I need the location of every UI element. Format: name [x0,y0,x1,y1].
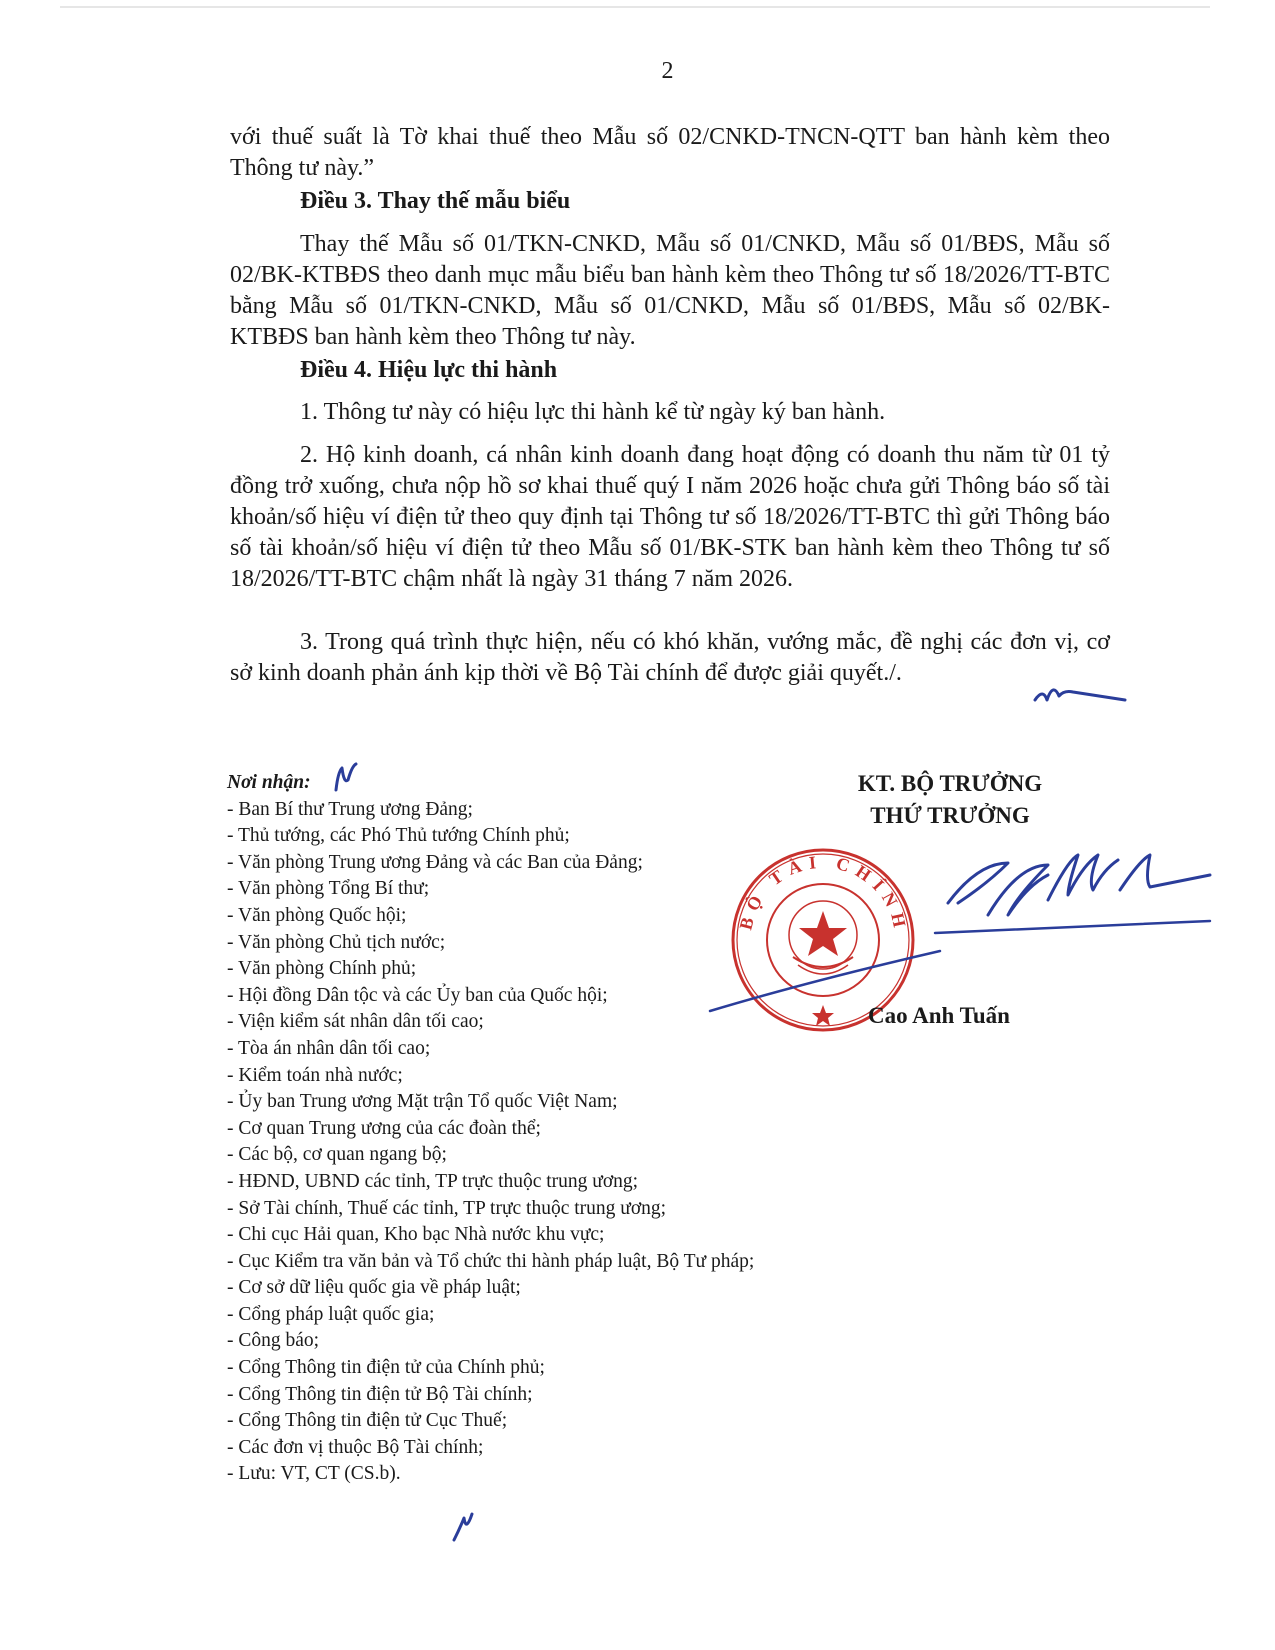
page-number: 2 [661,58,674,84]
recipient-item: - Các bộ, cơ quan ngang bộ; [227,1144,447,1166]
seal-text: BỘ TÀI CHÍNH [735,851,912,936]
recipients-list [227,770,767,1488]
recipient-item: - Viện kiểm sát nhân dân tối cao; [227,1011,484,1033]
recipient-item: - Cơ sở dữ liệu quốc gia về pháp luật; [227,1277,521,1299]
recipient-item: - Cơ quan Trung ương của các đoàn thể; [227,1117,541,1139]
recipient-item: - Tòa án nhân dân tối cao; [227,1037,431,1059]
recipient-item: - Cổng Thông tin điện tử của Chính phủ; [227,1357,545,1379]
article-3-text: Thay thế Mẫu số 01/TKN-CNKD, Mẫu số 01/CNKD, Mẫu số 01/BĐS, Mẫu số 02/BK-KTBĐS theo danh mục mẫu biểu ban hành kèm theo Thông tư số 18/2026/TT-BTC bằng Mẫu số 01/TKN-CNKD, Mẫu số 01/CNKD, Mẫu số 01/BĐS, Mẫu số 02/BK-KTBĐS ban hành kèm theo Thông tư này. [230,231,1110,350]
recipient-item: - Kiểm toán nhà nước; [227,1064,403,1086]
article-4-item-3: 3. Trong quá trình thực hiện, nếu có khó khăn, vướng mắc, đề nghị các đơn vị, cơ sở kinh doanh phản ánh kịp thời về Bộ Tài chính để được giải quyết./. [230,629,1110,686]
recipient-item: - Công báo; [227,1330,320,1352]
recipient-item: - Sở Tài chính, Thuế các tỉnh, TP trực thuộc trung ương; [227,1197,667,1219]
article-3-heading: Điều 3. Thay thế mẫu biểu [300,188,571,214]
recipient-item: - Ban Bí thư Trung ương Đảng; [227,798,473,820]
recipient-item: - Các đơn vị thuộc Bộ Tài chính; [227,1436,484,1458]
recipient-item: - Văn phòng Chính phủ; [227,958,417,980]
recipients-title: Nơi nhận: [227,772,311,793]
signature-title [800,768,1100,832]
article-4-item-1: 1. Thông tư này có hiệu lực thi hành kể từ ngày ký ban hành. [300,399,886,425]
paragraph-continuation: với thuế suất là Tờ khai thuế theo Mẫu số 02/CNKD-TNCN-QTT ban hành kèm theo Thông tư này.” [230,124,1110,181]
page-top-edge [60,6,1210,8]
recipient-item: - Hội đồng Dân tộc và các Ủy ban của Quốc hội; [227,984,608,1006]
article-4-item-2: 2. Hộ kinh doanh, cá nhân kinh doanh đang hoạt động có doanh thu năm từ 01 tỷ đồng trở xuống, chưa nộp hồ sơ khai thuế quý I năm 2026 hoặc chưa gửi Thông báo số tài khoản/số hiệu ví điện tử theo quy định tại Thông tư số 18/2026/TT-BTC thì gửi Thông báo số tài khoản/số hiệu ví điện tử theo Mẫu số 01/BK-STK ban hành kèm theo Thông tư số 18/2026/TT-BTC chậm nhất là ngày 31 tháng 7 năm 2026. [230,442,1110,592]
recipient-item: - Văn phòng Trung ương Đảng và các Ban của Đảng; [227,851,643,873]
recipient-item: - Cổng pháp luật quốc gia; [227,1303,435,1325]
recipient-item: - Chi cục Hải quan, Kho bạc Nhà nước khu vực; [227,1224,605,1246]
recipient-item: - Văn phòng Tổng Bí thư; [227,878,430,900]
recipient-item: - Văn phòng Quốc hội; [227,904,407,926]
signature-title-line2: THỨ TRƯỞNG [870,803,1030,828]
recipient-item: - Lưu: VT, CT (CS.b). [227,1463,401,1485]
recipient-item: - Cổng Thông tin điện tử Bộ Tài chính; [227,1383,533,1405]
recipient-item: - Văn phòng Chủ tịch nước; [227,931,446,953]
signature-title-line1: KT. BỘ TRƯỞNG [857,771,1043,796]
recipient-item: - Thủ tướng, các Phó Thủ tướng Chính phủ; [227,825,570,847]
recipient-item: - Cổng Thông tin điện tử Cục Thuế; [227,1410,508,1432]
recipient-item: - Cục Kiểm tra văn bản và Tổ chức thi hành pháp luật, Bộ Tư pháp; [227,1250,755,1272]
recipient-item: - Ủy ban Trung ương Mặt trận Tổ quốc Việt Nam; [227,1091,618,1113]
recipient-item: - HĐND, UBND các tỉnh, TP trực thuộc trung ương; [227,1170,639,1192]
signer-name: Cao Anh Tuấn [868,1003,1010,1028]
article-4-heading: Điều 4. Hiệu lực thi hành [300,357,558,383]
